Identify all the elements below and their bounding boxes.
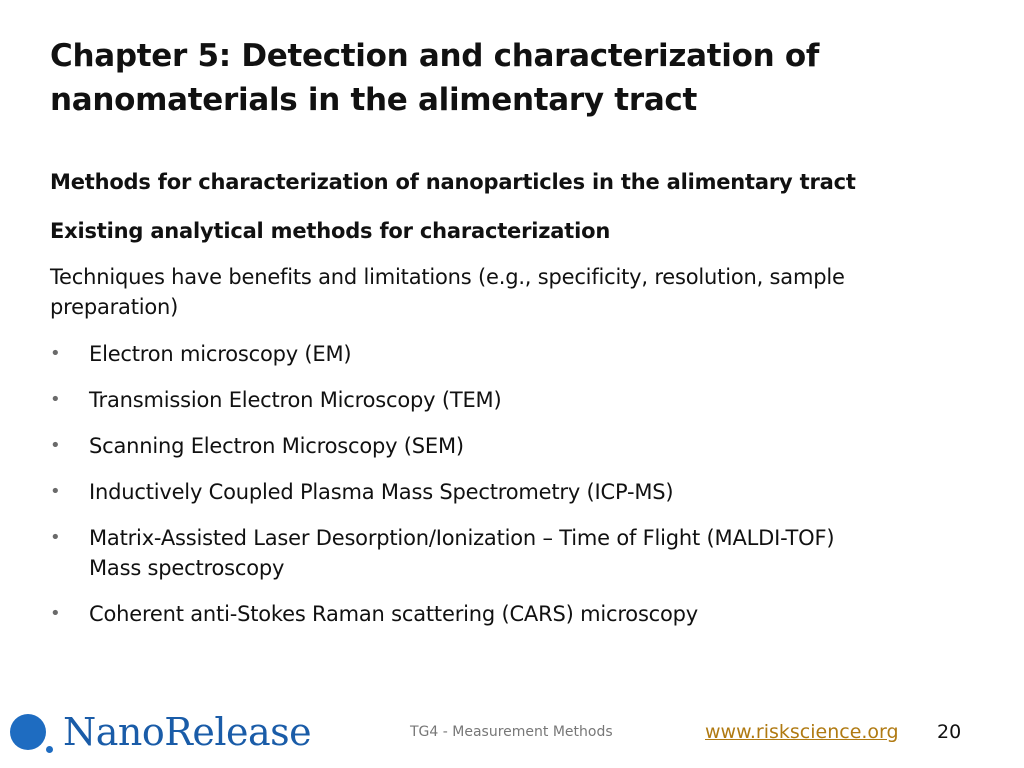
logo-circle-icon	[10, 714, 46, 750]
page-number: 20	[937, 721, 962, 743]
list-item-text: Coherent anti-Stokes Raman scattering (CARS) microscopy	[89, 602, 699, 626]
bullet-icon: •	[50, 527, 61, 548]
list-item-text: Matrix-Assisted Laser Desorption/Ionization – Time of Flight (MALDI-TOF) Mass spectroscopy	[89, 526, 835, 580]
techniques-list	[50, 339, 880, 629]
list-item	[50, 431, 880, 461]
logo-small-dot-icon	[46, 746, 53, 753]
list-item-text: Scanning Electron Microscopy (SEM)	[89, 434, 464, 458]
intro-text: Techniques have benefits and limitations (e.g., specificity, resolution, sample preparation)	[50, 265, 845, 319]
list-item	[50, 477, 880, 507]
bullet-icon: •	[50, 389, 61, 410]
slide-title: Chapter 5: Detection and characterization of nanomaterials in the alimentary tract	[50, 38, 820, 118]
list-item-text: Inductively Coupled Plasma Mass Spectrometry (ICP-MS)	[89, 480, 674, 504]
list-item	[50, 599, 880, 629]
bullet-icon: •	[50, 481, 61, 502]
subheading-methods: Methods for characterization of nanoparticles in the alimentary tract	[50, 170, 856, 194]
nanorelease-logo	[10, 708, 311, 756]
list-item	[50, 385, 880, 415]
list-item	[50, 523, 880, 583]
slide-body	[50, 167, 880, 645]
list-item-text: Electron microscopy (EM)	[89, 342, 352, 366]
logo-text: NanoRelease	[63, 710, 312, 754]
footer-title: TG4 - Measurement Methods	[410, 724, 613, 740]
subheading-existing-methods: Existing analytical methods for characterization	[50, 219, 611, 243]
list-item-text: Transmission Electron Microscopy (TEM)	[89, 388, 502, 412]
bullet-icon: •	[50, 435, 61, 456]
bullet-icon: •	[50, 603, 61, 624]
bullet-icon: •	[50, 343, 61, 364]
list-item	[50, 339, 880, 369]
riskscience-link[interactable]: www.riskscience.org	[705, 721, 899, 743]
